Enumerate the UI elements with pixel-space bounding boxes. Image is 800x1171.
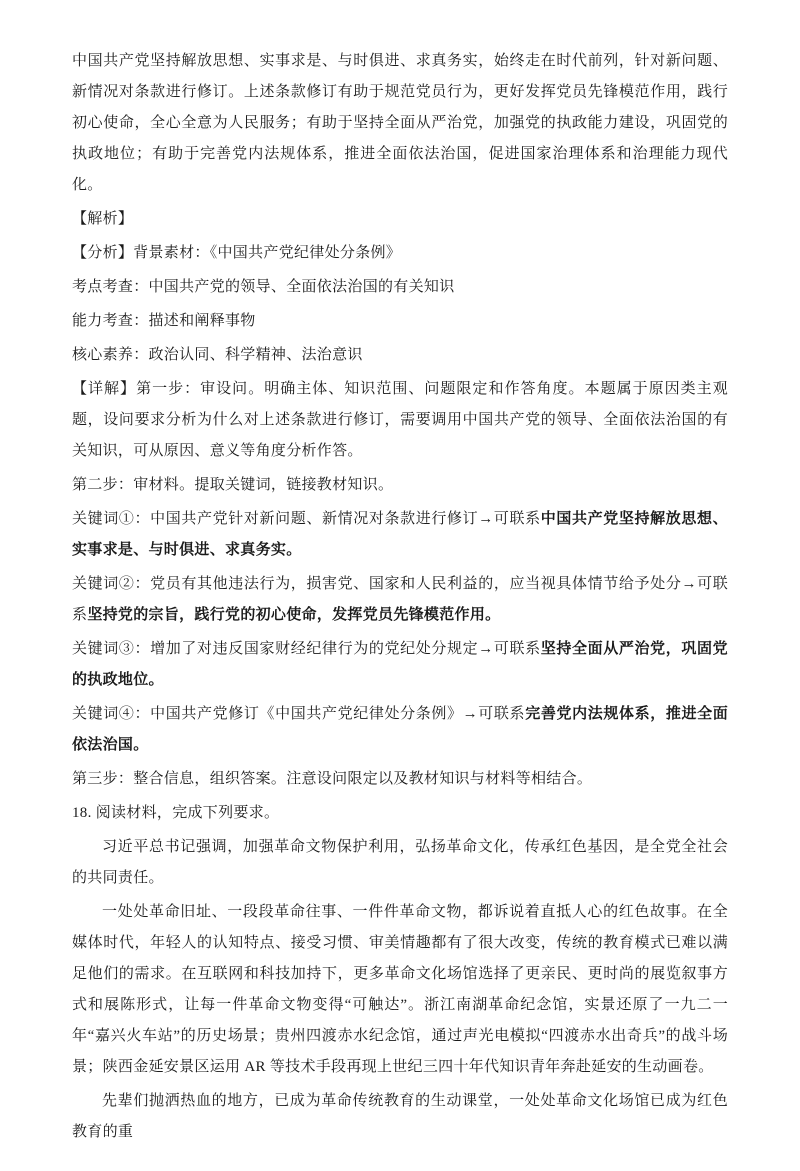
background-material-line <box>72 238 728 269</box>
keyword-3-line <box>72 634 728 696</box>
question-18-heading <box>72 798 728 829</box>
text-run: 18. 阅读材料，完成下列要求。 <box>72 805 280 821</box>
step3-line <box>72 764 728 795</box>
document-body <box>72 46 728 1148</box>
material-paragraph-1 <box>72 832 728 894</box>
text-run: 完善党内法规体系，推进全面依法治国。 <box>72 706 729 753</box>
text-run: 第三步：整合信息，组织答案。注意设问限定以及教材知识与材料等相结合。 <box>72 771 593 787</box>
text-run: 第二步：审材料。提取关键词，链接教材知识。 <box>72 477 394 493</box>
material-paragraph-3 <box>72 1086 728 1148</box>
text-run: 【分析】背景素材：《中国共产党纪律处分条例》 <box>72 245 402 261</box>
text-run: 中国共产党坚持解放思想、实事求是、与时俱进、求真务实。 <box>72 511 728 558</box>
text-run: 能力考查：描述和阐释事物 <box>72 313 256 329</box>
text-run: 先辈们抛洒热血的地方，已成为革命传统教育的生动课堂，一处处革命文化场馆已成为红色教育的重 <box>72 1093 728 1140</box>
text-run: 关键词③：增加了对违反国家财经纪律行为的党纪处分规定→可联系 <box>72 641 541 657</box>
material-paragraph-2 <box>72 897 728 1083</box>
keyword-1-line <box>72 504 728 566</box>
ability-test-line <box>72 306 728 337</box>
step2-intro-line <box>72 470 728 501</box>
text-run: 习近平总书记强调，加强革命文物保护利用，弘扬革命文化，传承红色基因，是全党全社会的共同责任。 <box>72 839 728 886</box>
text-run: 中国共产党坚持解放思想、实事求是、与时俱进、求真务实，始终走在时代前列，针对新问题、新情况对条款进行修订。上述条款修订有助于规范党员行为，更好发挥党员先锋模范作用，践行初心使命，全心全意为人民服务；有助于坚持全面从严治党，加强党的执政能力建设，巩固党的执政地位；有助于完善党内法规体系，推进全面依法治国，促进国家治理体系和治理能力现代化。 <box>72 53 728 193</box>
detailed-explanation-step1 <box>72 374 728 467</box>
text-run: 核心素养：政治认同、科学精神、法治意识 <box>72 347 363 363</box>
text-run: 关键词①：中国共产党针对新问题、新情况对条款进行修订→可联系 <box>72 511 541 527</box>
keyword-2-line <box>72 569 728 631</box>
text-run: 考点考查：中国共产党的领导、全面依法治国的有关知识 <box>72 279 455 295</box>
text-run: 关键词④：中国共产党修订《中国共产党纪律处分条例》→可联系 <box>72 706 526 722</box>
text-run: 坚持党的宗旨，践行党的初心使命，发挥党员先锋模范作用。 <box>87 607 501 623</box>
exam-point-line <box>72 272 728 303</box>
text-run: 一处处革命旧址、一段段革命往事、一件件革命文物，都诉说着直抵人心的红色故事。在全媒体时代，年轻人的认知特点、接受习惯、审美情趣都有了很大改变，传统的教育模式已难以满足他们的需求。在互联网和科技加持下，更多革命文化场馆选择了更亲民、更时尚的展览叙事方式和展陈形式，让每一件革命文物变得“可触达”。浙江南湖革命纪念馆，实景还原了一九二一年“嘉兴火车站”的历史场景；贵州四渡赤水纪念馆，通过声光电模拟“四渡赤水出奇兵”的战斗场景；陕西金延安景区运用 AR 等技术手段再现上世纪三四十年代知识青年奔赴延安的生动画卷。 <box>72 904 728 1075</box>
text-run: 关键词②：党员有其他违法行为，损害党、国家和人民利益的，应当视具体情节给予处分→可联系 <box>72 576 728 623</box>
analysis-section-label <box>72 204 728 235</box>
keyword-4-line <box>72 699 728 761</box>
text-run: 【详解】第一步：审设问。明确主体、知识范围、问题限定和作答角度。本题属于原因类主观题，设问要求分析为什么对上述条款进行修订，需要调用中国共产党的领导、全面依法治国的有关知识，可从原因、意义等角度分析作答。 <box>72 381 728 459</box>
answer-conclusion-paragraph <box>72 46 728 201</box>
text-run: 坚持全面从严治党，巩固党的执政地位。 <box>72 641 728 688</box>
text-run: 【解析】 <box>72 211 134 227</box>
core-literacy-line <box>72 340 728 371</box>
